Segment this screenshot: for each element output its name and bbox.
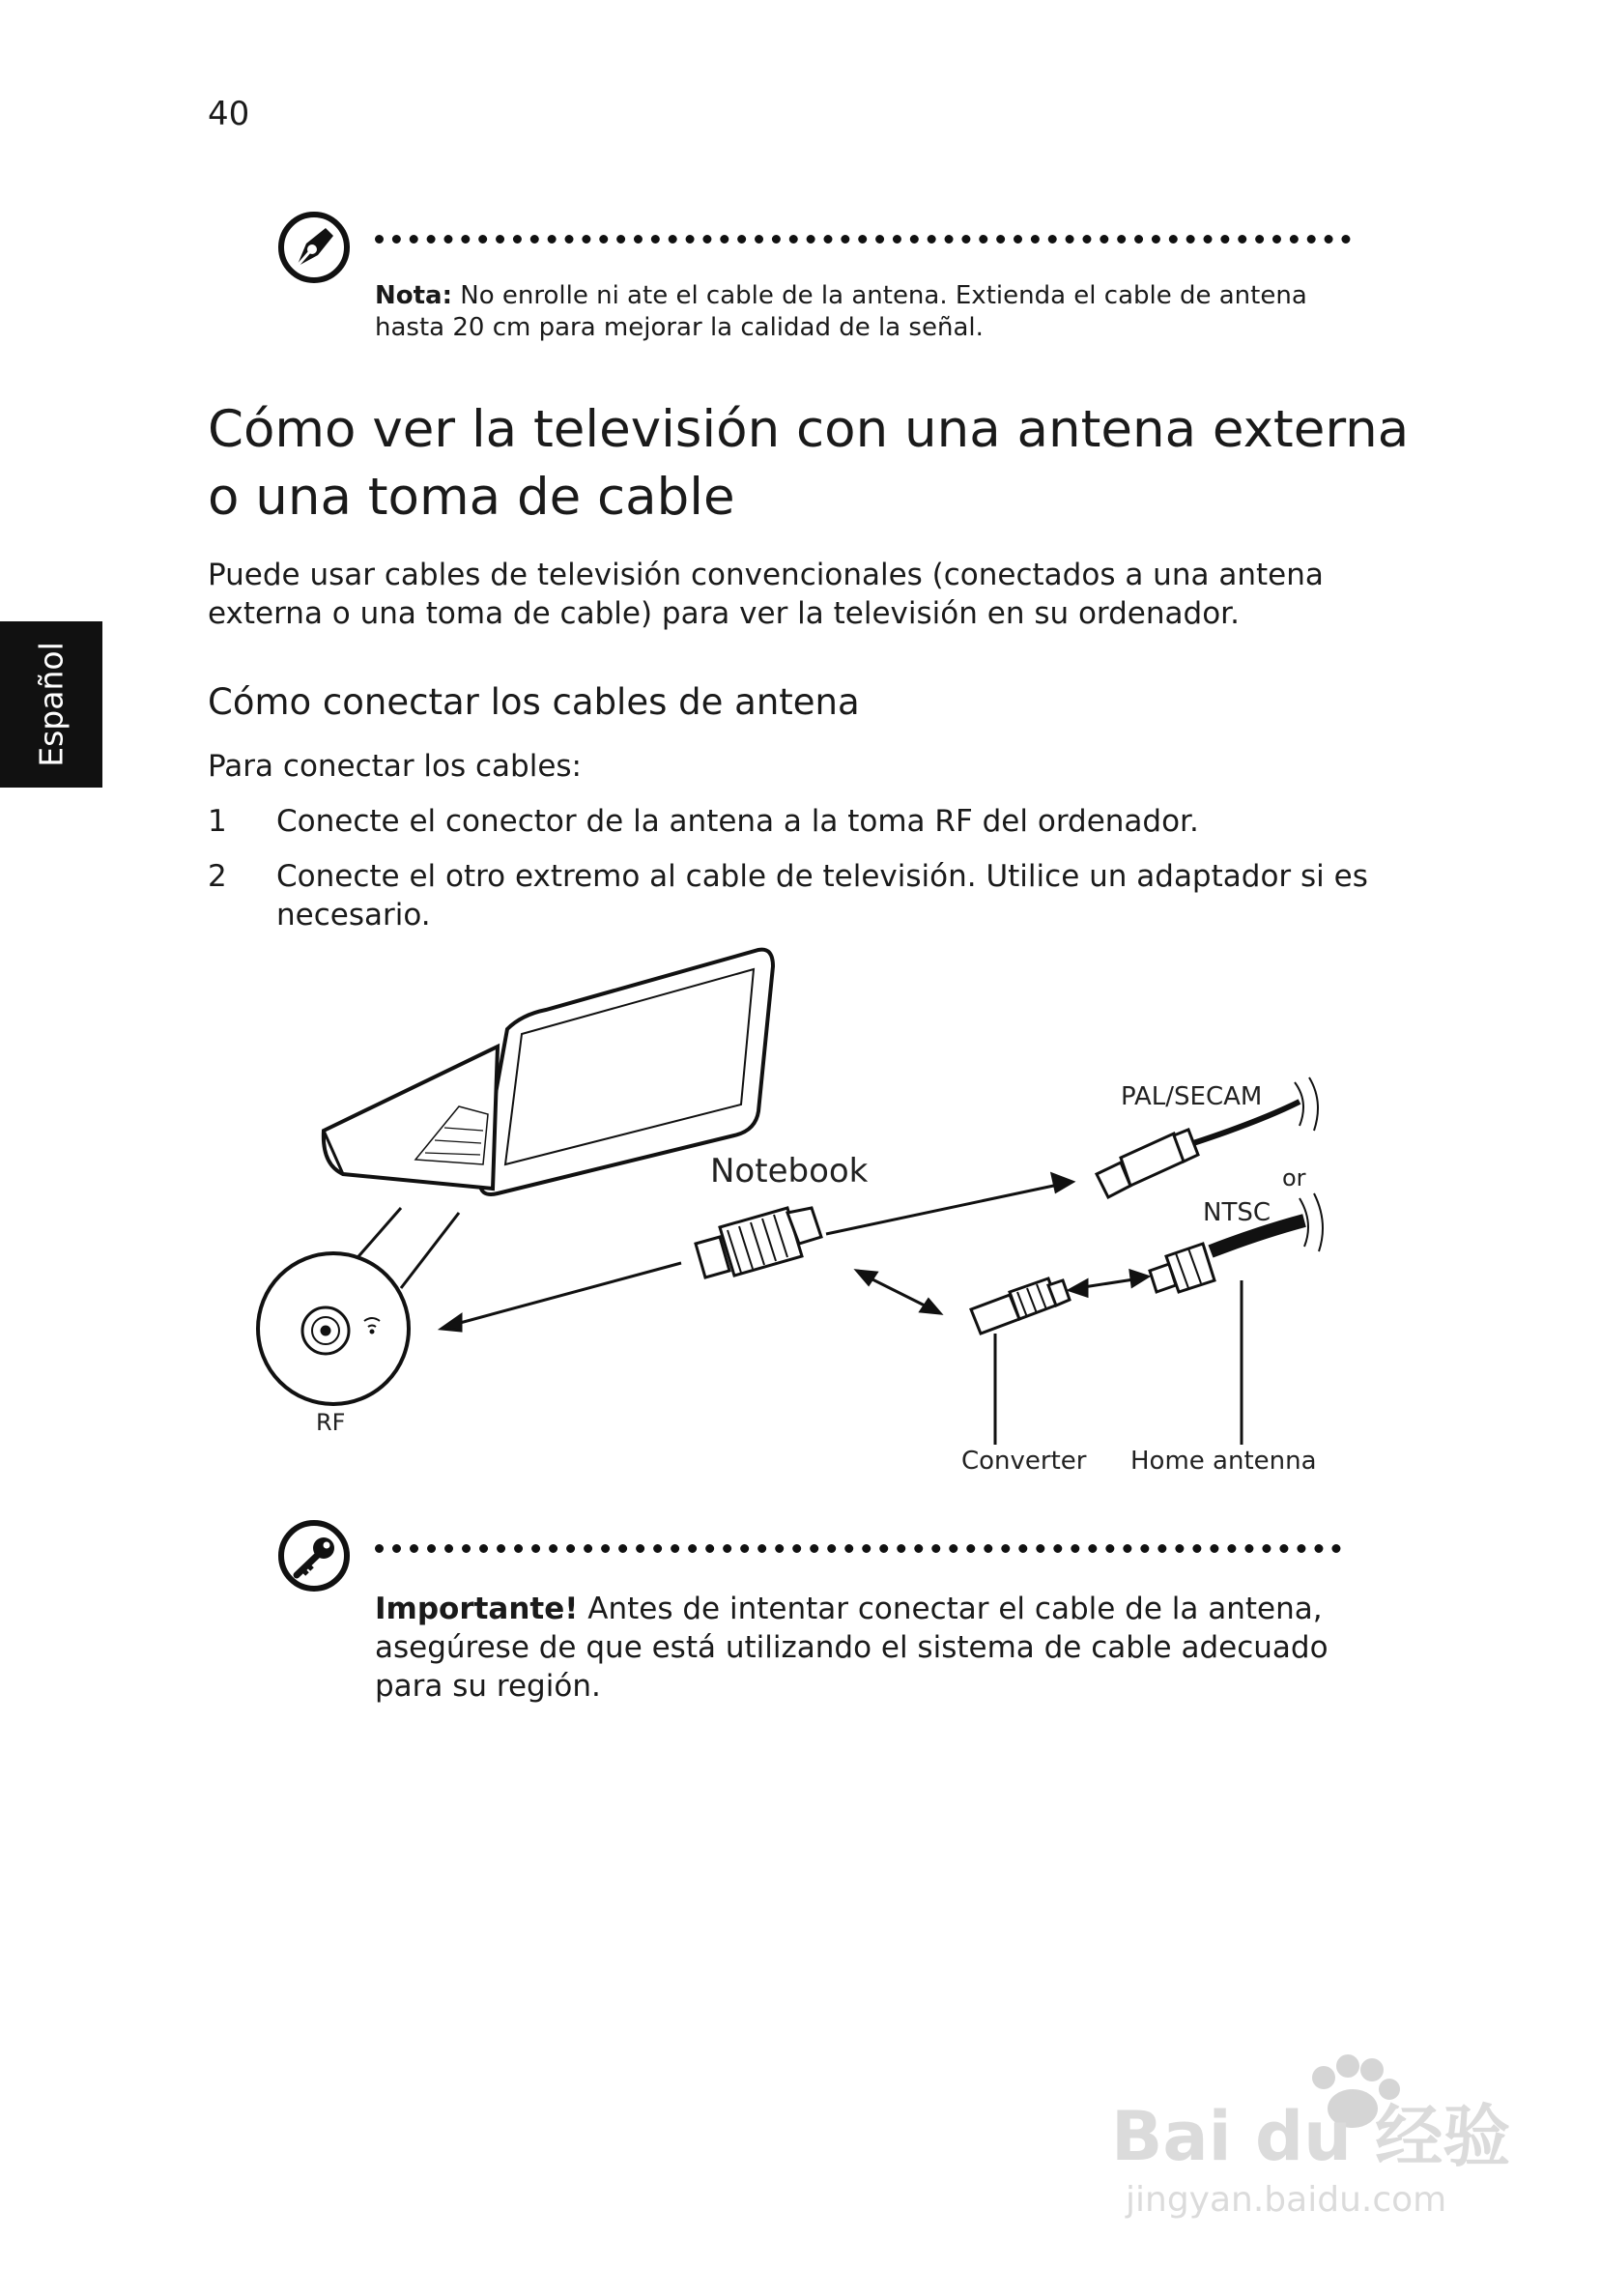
home-antenna-label: Home antenna: [1130, 1447, 1317, 1476]
antenna-connection-diagram: [246, 933, 1338, 1493]
page-number: 40: [208, 95, 250, 133]
important-text: [375, 1590, 1370, 1706]
key-icon: [277, 1519, 351, 1593]
section-heading: Cómo conectar los cables de antena: [208, 681, 860, 723]
language-side-tab: [0, 621, 102, 788]
step-number: 1: [208, 804, 227, 839]
step-text: Conecte el otro extremo al cable de televisión. Utilice un adaptador si es necesario.: [276, 859, 1368, 933]
coax-plug: [696, 1208, 821, 1277]
important-divider: [375, 1544, 1341, 1553]
ntsc-plug: [1150, 1193, 1323, 1445]
watermark: [1111, 2049, 1517, 2223]
intro-paragraph: Puede usar cables de televisión convencionales (conectados a una antena externa o una toma de cable) para ver la televisión en su ordenador.: [208, 558, 1324, 631]
converter-adapter: [971, 1278, 1070, 1445]
ntsc-label: NTSC: [1203, 1198, 1271, 1227]
pen-nib-icon: [277, 211, 351, 284]
or-label: or: [1282, 1164, 1306, 1191]
rf-label: RF: [316, 1409, 346, 1436]
note-label: Nota:: [375, 281, 452, 310]
page-title: Cómo ver la televisión con una antena externa o una toma de cable: [208, 400, 1410, 527]
important-label: Importante!: [375, 1592, 579, 1626]
note-body: No enrolle ni ate el cable de la antena. Extienda el cable de antena hasta 20 cm para mejorar la calidad de la señal.: [375, 281, 1307, 342]
watermark-url: jingyan.baidu.com: [1126, 2180, 1447, 2220]
steps-intro: Para conectar los cables:: [208, 749, 583, 784]
important-body: Antes de intentar conectar el cable de la antena, asegúrese de que está utilizando el sistema de cable adecuado para su región.: [375, 1592, 1329, 1704]
laptop-illustration: [324, 950, 773, 1288]
step-text: Conecte el conector de la antena a la toma RF del ordenador.: [276, 804, 1199, 839]
converter-label: Converter: [961, 1447, 1087, 1476]
step-number: 2: [208, 859, 227, 894]
notebook-label: Notebook: [710, 1152, 869, 1191]
pal-secam-label: PAL/SECAM: [1121, 1082, 1263, 1111]
side-tab-label: Español: [32, 642, 71, 767]
rf-port-zoom: [258, 1253, 409, 1404]
note-text: [375, 280, 1370, 344]
note-divider: [375, 235, 1351, 244]
watermark-brand: Bai du 经验: [1111, 2097, 1511, 2176]
